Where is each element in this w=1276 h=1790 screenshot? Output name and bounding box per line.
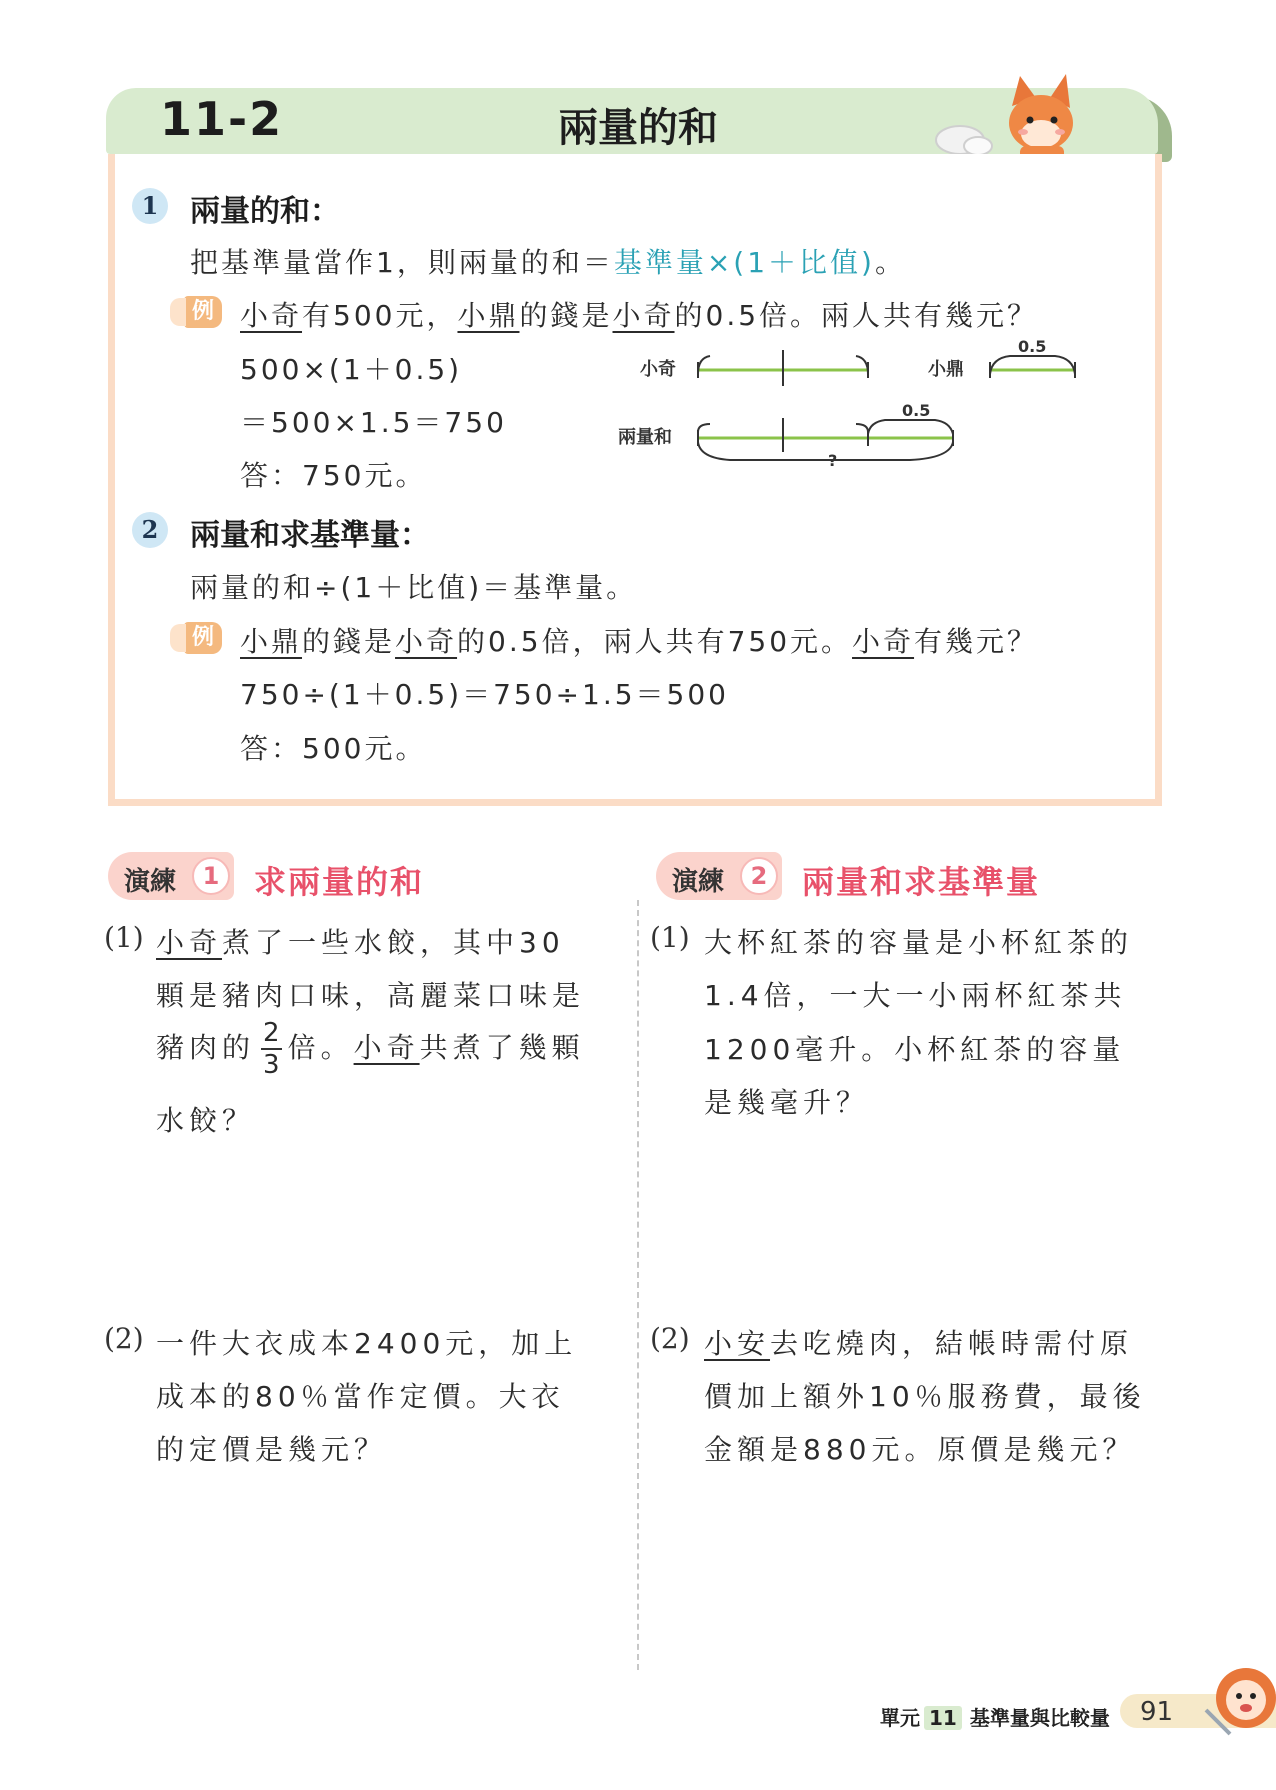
diagram-label-a: 小奇 (640, 359, 676, 380)
point-1-heading: 兩量的和： (190, 194, 340, 229)
diagram-ratio-sum: 0.5 (902, 401, 931, 420)
example-2-calc: 750÷(1＋0.5)＝750÷1.5＝500 (240, 678, 729, 711)
p1-q2-line2: 成本的80％當作定價。大衣 (156, 1380, 565, 1413)
practice-2-label: 演練 (672, 867, 725, 897)
p2-q1-line1: 大杯紅茶的容量是小杯紅茶的 (704, 926, 1134, 959)
p1-q1-line3: 豬肉的 $\frac{2}{3}$ 倍。小奇共煮了幾顆 (156, 1018, 585, 1080)
diagram-label-sum: 兩量和 (618, 427, 672, 448)
practice-2-num: 2 (740, 857, 778, 895)
p2-q1-line2: 1.4倍，一大一小兩杯紅茶共 (704, 979, 1127, 1012)
p2-q2-line1: 小安去吃燒肉，結帳時需付原 (704, 1327, 1134, 1360)
p2-q1-line4: 是幾毫升？ (704, 1086, 870, 1119)
p1-q2-line1: 一件大衣成本2400元，加上 (156, 1327, 578, 1360)
bar-model-diagram (610, 340, 1090, 480)
p1-q1-line1: 小奇煮了一些水餃，其中30 (156, 926, 565, 959)
example-2-answer: 答：500元。 (240, 732, 427, 765)
section-number: 11-2 (160, 92, 284, 146)
point-1-badge: 1 (132, 188, 168, 224)
example-1-calc-2: ＝500×1.5＝750 (240, 406, 507, 439)
point-2-heading: 兩量和求基準量： (190, 518, 430, 553)
example-1-calc-1: 500×(1＋0.5) (240, 353, 463, 386)
p1-q1-line2: 顆是豬肉口味，高麗菜口味是 (156, 979, 586, 1012)
example-2-question: 小鼎的錢是小奇的0.5倍，兩人共有750元。小奇有幾元？ (240, 625, 1039, 658)
p1-q1-line4: 水餃？ (156, 1104, 256, 1137)
footer-unit: 單元 11 基準量與比較量 (880, 1706, 1110, 1730)
practice-1-num: 1 (192, 857, 230, 895)
point-2-badge: 2 (132, 512, 168, 548)
fox-mascot-icon (920, 68, 1090, 164)
p2-q2-line3: 金額是880元。原價是幾元？ (704, 1433, 1136, 1466)
p2-q1-line3: 1200毫升。小杯紅茶的容量 (704, 1033, 1126, 1066)
point-1-rule: 把基準量當作1，則兩量的和＝基準量×(1＋比值)。 (190, 246, 906, 279)
example-1-question: 小奇有500元，小鼎的錢是小奇的0.5倍。兩人共有幾元？ (240, 299, 1039, 332)
lion-mascot-icon (1200, 1660, 1276, 1740)
p1-q1-num: (1) (104, 921, 144, 954)
p2-q1-num: (1) (650, 921, 690, 954)
diagram-ratio-b: 0.5 (1018, 340, 1047, 356)
example-1-answer: 答：750元。 (240, 459, 427, 492)
p1-q2-num: (2) (104, 1322, 144, 1355)
p2-q2-line2: 價加上額外10％服務費，最後 (704, 1380, 1146, 1413)
point-2-rule: 兩量的和÷(1＋比值)＝基準量。 (190, 571, 638, 604)
practice-2-title: 兩量和求基準量 (802, 863, 1041, 901)
fraction-two-thirds: $\frac{2}{3}$ (263, 1018, 280, 1080)
column-divider (637, 900, 639, 1670)
practice-1-title: 求兩量的和 (254, 863, 425, 901)
page-number: 91 (1140, 1697, 1174, 1727)
p1-q2-line3: 的定價是幾元？ (156, 1433, 388, 1466)
practice-1-label: 演練 (124, 867, 177, 897)
diagram-label-b: 小鼎 (928, 359, 964, 380)
point-1-formula: 基準量×(1＋比值) (613, 246, 875, 279)
p2-q2-num: (2) (650, 1322, 690, 1355)
page-title: 兩量的和 (558, 105, 718, 151)
example-1-badge: 例 (184, 296, 222, 328)
example-2-badge: 例 (184, 622, 222, 654)
diagram-unknown: ? (828, 451, 838, 470)
